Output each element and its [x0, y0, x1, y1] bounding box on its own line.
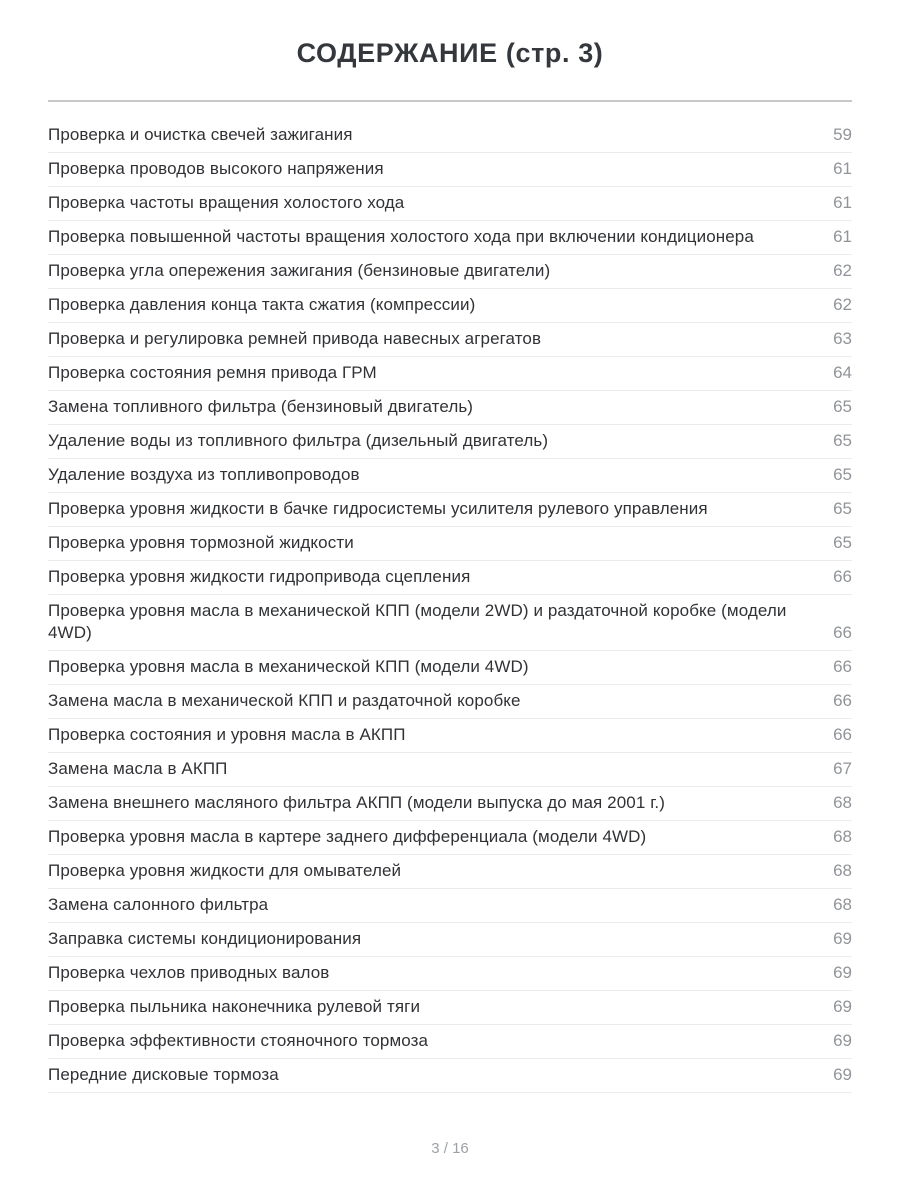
toc-entry-label: Проверка уровня масла в механической КПП (модели 2WD) и раздаточной коробке (модели 4WD) [48, 601, 787, 642]
toc-entry-row[interactable] [48, 255, 852, 289]
toc-entry-label: Проверка уровня масла в картере заднего дифференциала (модели 4WD) [48, 827, 647, 846]
toc-entry-label: Проверка угла опережения зажигания (бензиновые двигатели) [48, 261, 551, 280]
toc-entry-row[interactable] [48, 889, 852, 923]
toc-entry-page-number: 66 [833, 725, 852, 744]
toc-entry-label: Проверка уровня жидкости в бачке гидросистемы усилителя рулевого управления [48, 499, 708, 518]
toc-entry-label: Замена масла в механической КПП и раздаточной коробке [48, 691, 521, 710]
toc-entry-page-number: 63 [833, 329, 852, 348]
toc-entry-page-number: 64 [833, 363, 852, 382]
toc-entry-row[interactable] [48, 187, 852, 221]
toc-entry-row[interactable] [48, 855, 852, 889]
toc-entry-row[interactable] [48, 651, 852, 685]
toc-entry-label: Проверка частоты вращения холостого хода [48, 193, 405, 212]
toc-entry-label: Проверка уровня жидкости для омывателей [48, 861, 402, 880]
toc-entry-row[interactable] [48, 991, 852, 1025]
toc-entry-page-number: 65 [833, 533, 852, 552]
toc-entry-row[interactable] [48, 957, 852, 991]
toc-entry-page-number: 61 [833, 159, 852, 178]
toc-entry-label: Замена салонного фильтра [48, 895, 269, 914]
toc-entry-label: Проверка и регулировка ремней привода навесных агрегатов [48, 329, 542, 348]
toc-entry-row[interactable] [48, 323, 852, 357]
toc-entry-row[interactable] [48, 753, 852, 787]
toc-entry-row[interactable] [48, 923, 852, 957]
toc-entry-row[interactable] [48, 357, 852, 391]
toc-entry-page-number: 61 [833, 193, 852, 212]
toc-entry-row[interactable] [48, 221, 852, 255]
toc-entry-label: Проверка давления конца такта сжатия (компрессии) [48, 295, 476, 314]
toc-entry-label: Проверка пыльника наконечника рулевой тяги [48, 997, 421, 1016]
toc-entry-row[interactable] [48, 493, 852, 527]
toc-entry-row[interactable] [48, 153, 852, 187]
page-title: СОДЕРЖАНИЕ (стр. 3) [296, 38, 604, 68]
toc-entry-label: Проверка состояния и уровня масла в АКПП [48, 725, 406, 744]
toc-entry-row[interactable] [48, 719, 852, 753]
toc-entry-label: Замена внешнего масляного фильтра АКПП (модели выпуска до мая 2001 г.) [48, 793, 666, 812]
toc-entry-label: Передние дисковые тормоза [48, 1065, 279, 1084]
toc-entry-page-number: 68 [833, 895, 852, 914]
toc-entry-row[interactable] [48, 821, 852, 855]
toc-entry-row[interactable] [48, 787, 852, 821]
toc-entry-page-number: 68 [833, 861, 852, 880]
toc-list [48, 119, 852, 1093]
toc-entry-label: Проверка уровня тормозной жидкости [48, 533, 354, 552]
toc-entry-page-number: 65 [833, 499, 852, 518]
toc-entry-label: Замена топливного фильтра (бензиновый двигатель) [48, 397, 474, 416]
toc-entry-row[interactable] [48, 289, 852, 323]
toc-entry-row[interactable] [48, 1025, 852, 1059]
toc-entry-page-number: 69 [833, 929, 852, 948]
toc-entry-row[interactable] [48, 561, 852, 595]
toc-entry-row[interactable] [48, 391, 852, 425]
toc-entry-row[interactable] [48, 595, 852, 651]
toc-entry-label: Заправка системы кондиционирования [48, 929, 362, 948]
toc-entry-page-number: 68 [833, 827, 852, 846]
toc-entry-page-number: 69 [833, 997, 852, 1016]
toc-entry-row[interactable] [48, 685, 852, 719]
toc-entry-label: Проверка чехлов приводных валов [48, 963, 330, 982]
toc-entry-page-number: 69 [833, 1031, 852, 1050]
toc-entry-label: Удаление воды из топливного фильтра (дизельный двигатель) [48, 431, 549, 450]
toc-entry-label: Проверка эффективности стояночного тормоза [48, 1031, 429, 1050]
toc-entry-label: Проверка уровня масла в механической КПП (модели 4WD) [48, 657, 529, 676]
toc-entry-label: Проверка состояния ремня привода ГРМ [48, 363, 377, 382]
page-footer-pagination: 3 / 16 [431, 1140, 469, 1157]
toc-entry-page-number: 65 [833, 431, 852, 450]
toc-entry-label: Проверка повышенной частоты вращения холостого хода при включении кондиционера [48, 227, 754, 246]
title-divider [48, 100, 852, 102]
toc-entry-page-number: 69 [833, 963, 852, 982]
toc-entry-page-number: 69 [833, 1065, 852, 1084]
toc-entry-row[interactable] [48, 425, 852, 459]
toc-entry-label: Удаление воздуха из топливопроводов [48, 465, 360, 484]
toc-entry-page-number: 65 [833, 397, 852, 416]
toc-entry-page-number: 66 [833, 657, 852, 676]
toc-entry-page-number: 65 [833, 465, 852, 484]
toc-entry-page-number: 66 [833, 567, 852, 586]
toc-entry-label: Проверка уровня жидкости гидропривода сцепления [48, 567, 471, 586]
toc-entry-page-number: 62 [833, 261, 852, 280]
toc-entry-label: Замена масла в АКПП [48, 759, 228, 778]
toc-entry-page-number: 62 [833, 295, 852, 314]
toc-entry-row[interactable] [48, 459, 852, 493]
toc-entry-page-number: 68 [833, 793, 852, 812]
toc-entry-label: Проверка проводов высокого напряжения [48, 159, 384, 178]
toc-entry-row[interactable] [48, 527, 852, 561]
toc-entry-page-number: 66 [833, 691, 852, 710]
toc-entry-page-number: 61 [833, 227, 852, 246]
toc-entry-page-number: 67 [833, 759, 852, 778]
toc-entry-page-number: 59 [833, 125, 852, 144]
toc-entry-label: Проверка и очистка свечей зажигания [48, 125, 353, 144]
toc-entry-page-number: 66 [833, 623, 852, 642]
toc-entry-row[interactable] [48, 119, 852, 153]
toc-entry-row[interactable] [48, 1059, 852, 1093]
